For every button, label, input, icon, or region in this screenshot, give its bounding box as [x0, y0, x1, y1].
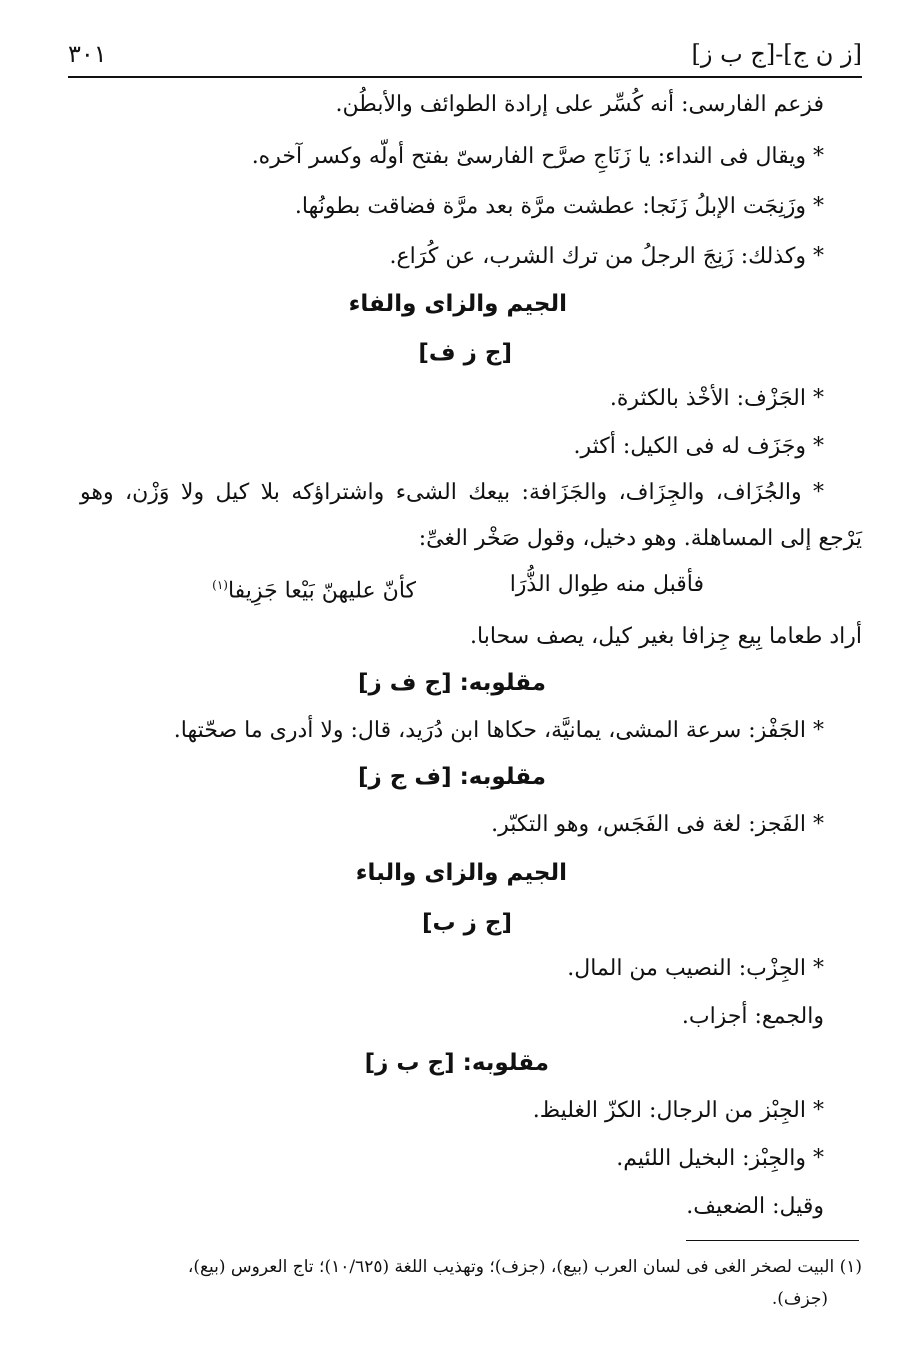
footnote-line: (جزف). — [771, 1289, 828, 1309]
entry-heading: مقلوبه: [ف ج ز] — [358, 764, 546, 790]
entry-heading: [ج ز ف] — [418, 340, 512, 366]
footnote-line: (١) البيت لصخر الغى فى لسان العرب (بيع)، (جزف)؛ وتهذيب اللغة (١٠/٦٢٥)؛ تاج العروس (بيع)، — [187, 1257, 862, 1277]
text-line: * ويقال فى النداء: يا زَنَاجِ صرَّح الفارسىّ بفتح أولّه وكسر آخره. — [251, 144, 824, 169]
section-heading: الجيم والزاى والباء — [355, 860, 567, 886]
footnote-rule — [686, 1240, 859, 1241]
text-line: * وكذلك: زَنِجَ الرجلُ من ترك الشرب، عن كُرَاع. — [389, 244, 824, 269]
text-line: * الجِبْز من الرجال: الكزّ الغليظ. — [532, 1098, 824, 1123]
entry-heading: مقلوبه: [ج ف ز] — [358, 670, 546, 696]
text-line: * وجَزَف له فى الكيل: أكثر. — [573, 434, 824, 459]
footnote-marker: (١) — [212, 578, 228, 592]
text-line: * والجِبْز: البخيل اللئيم. — [616, 1146, 824, 1171]
text-line: * والجُزَاف، والجِزَاف، والجَزَافة: بيعك الشىء واشتراؤكه بلا كيل ولا وَزْن، وهو — [80, 480, 824, 505]
text-line: * الجَزْف: الأخْذ بالكثرة. — [609, 386, 824, 411]
page-header — [68, 34, 862, 74]
text-line: * الجِزْب: النصيب من المال. — [567, 956, 824, 981]
verse-hemistich-left — [212, 568, 416, 608]
entry-heading: مقلوبه: [ج ب ز] — [364, 1050, 549, 1076]
section-heading: الجيم والزاى والفاء — [348, 291, 567, 317]
entry-heading: [ج ز ب] — [422, 910, 512, 936]
text-line: فزعم الفارسى: أنه كُسِّر على إرادة الطوائف والأبطُن. — [335, 92, 824, 117]
header-rule — [68, 76, 862, 78]
text-line: أراد طعاما بِيع جِزافا بغير كيل، يصف سحابا. — [470, 624, 862, 649]
text-line: * الفَجز: لغة فى الفَجَس، وهو التكبّر. — [491, 812, 824, 837]
text-line: يَرْجع إلى المساهلة. وهو دخيل، وقول صَخْر الغىِّ: — [418, 526, 862, 551]
verse-hemistich-right: فأقبل منه طِوال الذُّرَا — [509, 572, 704, 597]
page-number: ٣٠١ — [68, 40, 107, 68]
text-line: وقيل: الضعيف. — [686, 1194, 824, 1219]
running-title: [ز ن ج]-[ج ب ز] — [691, 40, 862, 68]
text-line: * وزَنِجَت الإبلُ زَنَجا: عطشت مرَّة بعد مرَّة فضاقت بطونُها. — [294, 194, 824, 219]
text-line: * الجَفْز: سرعة المشى، يمانيَّة، حكاها ابن دُرَيد، قال: ولا أدرى ما صحّتها. — [173, 718, 824, 743]
text-line: والجمع: أجزاب. — [681, 1004, 824, 1029]
verse-text: كأنّ عليهنّ بَيْعا جَزِيفا — [227, 578, 416, 604]
